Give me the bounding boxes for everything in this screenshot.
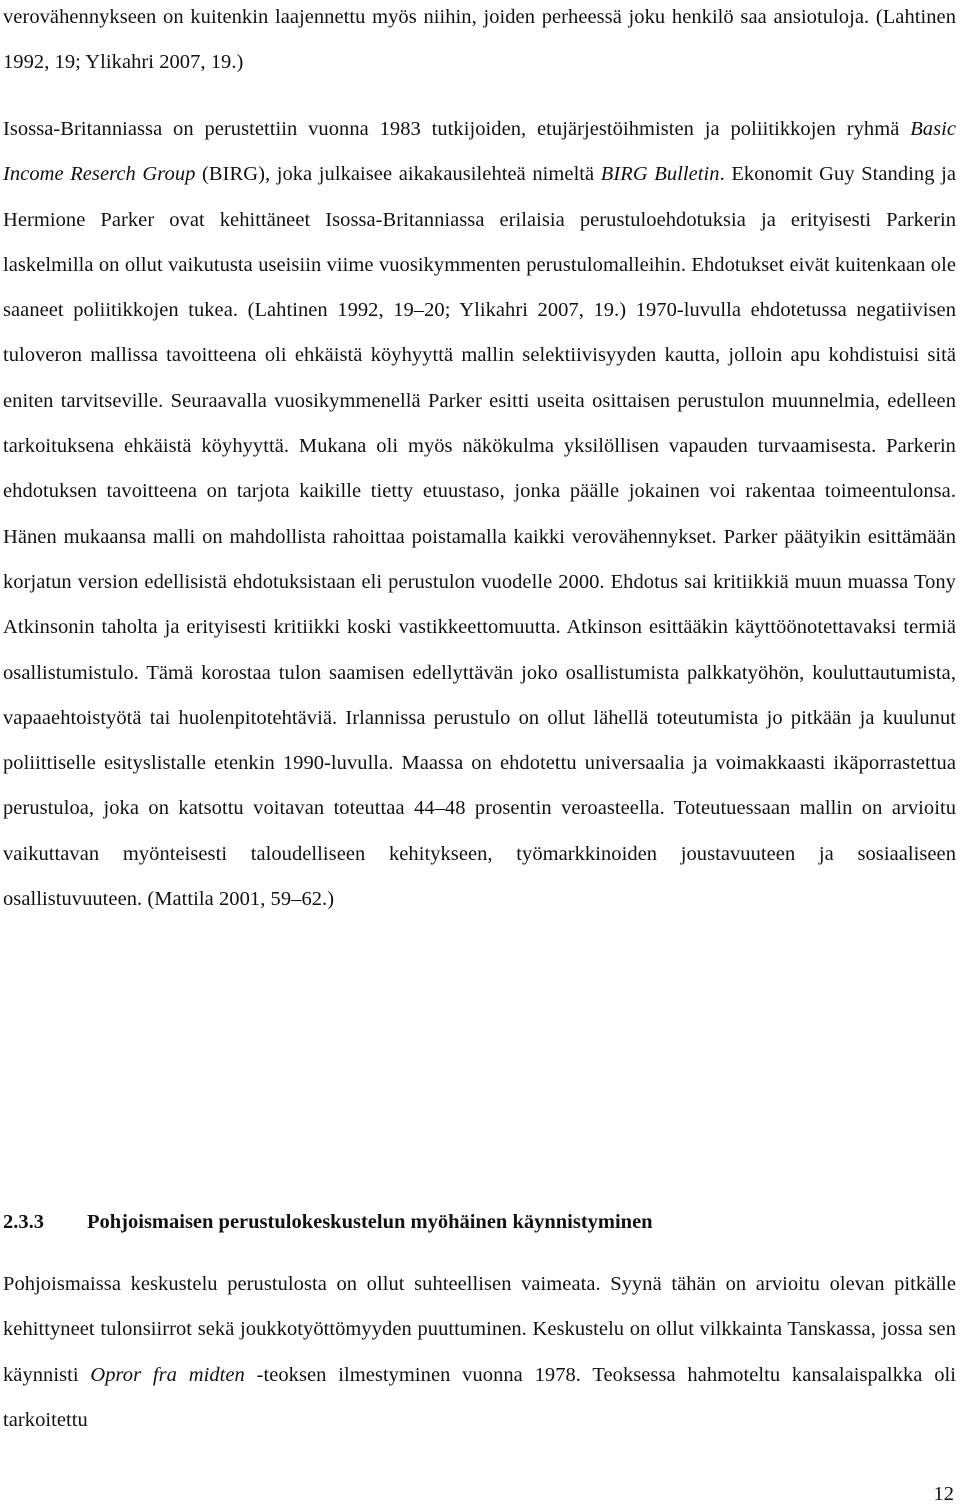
paragraph-birg-text-2: (BIRG), joka julkaisee aikakausilehteä nimeltä bbox=[195, 163, 601, 186]
paragraph-nordic-text-1: Pohjoismaissa keskustelu perustulosta on ollut suhteellisen vaimeata. Syynä tähän on arvioitu olevan pitkälle kehittyneet tulonsiirrot sekä joukkotyöttömyyden puuttuminen. Keskustelu on ollut vilkkainta Tanskassa, jossa sen käynnisti bbox=[3, 1273, 956, 1386]
section-number: 2.3.3 bbox=[3, 1211, 44, 1233]
section-title: Pohjoismaisen perustulokeskustelun myöhäinen käynnistyminen bbox=[87, 1211, 653, 1233]
journal-name-italic: BIRG Bulletin bbox=[600, 163, 720, 186]
paragraph-continued: verovähennykseen on kuitenkin laajennettu myös niihin, joiden perheessä joku henkilö saa ansiotuloja. (Lahtinen 1992, 19; Ylikahri 2007, 19.) bbox=[3, 6, 956, 74]
paragraph-nordic bbox=[3, 1262, 956, 1443]
paragraph-birg-text-1: Isossa-Britanniassa on perustettiin vuonna 1983 tutkijoiden, etujärjestöihmisten ja poliitikkojen ryhmä bbox=[3, 118, 911, 140]
page-number: 12 bbox=[933, 1483, 954, 1505]
paragraph-nordic-text-2: -teoksen ilmestyminen vuonna 1978. Teoksessa hahmoteltu kansalaispalkka oli tarkoitettu bbox=[3, 1363, 956, 1431]
paragraph-birg bbox=[3, 107, 956, 922]
section-heading bbox=[3, 1200, 956, 1245]
paragraph-birg-text-3: . Ekonomit Guy Standing ja Hermione Parker ovat kehittäneet Isossa-Britanniassa erilaisia perustuloehdotuksia ja erityisesti Parkerin laskelmilla on ollut vaikutusta useisiin viime vuosikymmenten perustulomalleihin. Ehdotukset eivät kuitenkaan ole saaneet poliitikkojen tukea. (Lahtinen 1992, 19–20; Ylikahri 2007, 19.) 1970-luvulla ehdotetussa negatiivisen tuloveron mallissa tavoitteena oli ehkäistä köyhyyttä mallin selektiivisyyden kautta, jolloin apu kohdistuisi sitä eniten tarvitseville. Seuraavalla vuosikymmenellä Parker esitti useita osittaisen perustulon muunnelmia, edelleen tarkoituksena ehkäistä köyhyyttä. Mukana oli myös näkökulma yksilöllisen vapauden turvaamisesta. Parkerin ehdotuksen tavoitteena on tarjota kaikille tietty etuustaso, jonka päälle jokainen voi rakentaa toimeentulonsa. Hänen mukaansa malli on mahdollista rahoittaa poistamalla kaikki verovähennykset. Parker päätyikin esittämään korjatun version edellisistä ehdotuksistaan eli perustulon vuodelle 2000. Ehdotus sai kritiikkiä muun muassa Tony Atkinsonin taholta ja erityisesti kritiikki koski vastikkeettomuutta. Atkinson esittääkin käyttöönotettavaksi termiä osallistumistulo. Tämä korostaa tulon saamisen edellyttävän joko osallistumista palkkatyöhön, kouluttautumista, vapaaehtoistyötä tai huolenpitotehtäviä. Irlannissa perustulo on ollut lähellä toteutumista jo pitkään ja kuulunut poliittiselle esityslistalle etenkin 1990-luvulla. Maassa on ehdotettu universaalia ja voimakkaasti ikäporrastettua perustuloa, joka on katsottu voitavan toteuttaa 44–48 prosentin veroasteella. Toteutuessaan mallin on arvioitu vaikuttavan myönteisesti taloudelliseen kehitykseen, työmarkkinoiden joustavuuteen ja sosiaaliseen osallistuvuuteen. (Mattila 2001, 59–62.) bbox=[3, 163, 956, 911]
group-name-italic: Basic Income Reserch Group bbox=[3, 118, 956, 186]
book-title-italic: Opror fra midten bbox=[90, 1363, 245, 1386]
